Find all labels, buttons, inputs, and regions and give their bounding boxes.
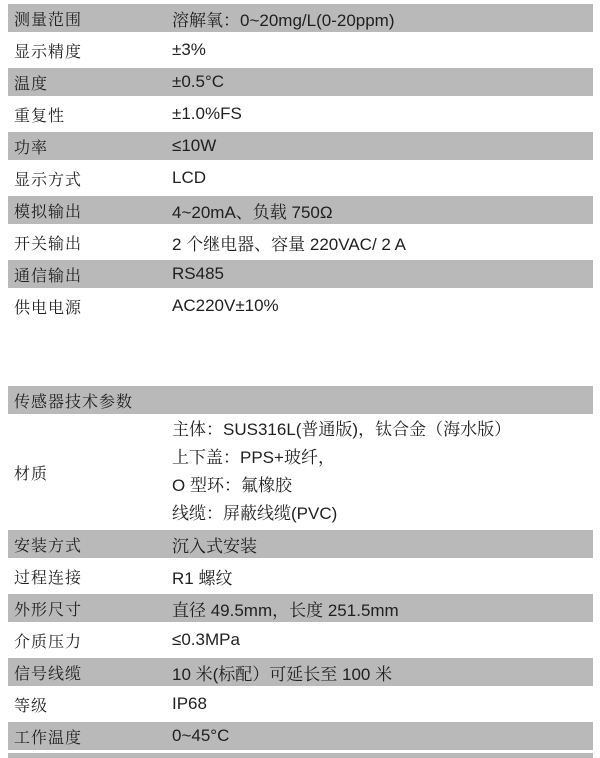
row-value: 沉入式安装 <box>172 536 257 556</box>
row-value: ≤0.3MPa <box>172 630 240 649</box>
material-row <box>8 416 593 528</box>
spec-row <box>8 688 593 720</box>
row-value: 溶解氧：0~20mg/L(0-20ppm) <box>172 10 395 30</box>
sensor-spec-table <box>8 384 593 758</box>
row-value: R1 螺纹 <box>172 568 233 588</box>
row-label: 外形尺寸 <box>14 601 83 619</box>
section-header <box>8 384 593 416</box>
spec-row <box>8 656 593 688</box>
spec-row <box>8 528 593 560</box>
row-label: 供电电源 <box>14 299 83 317</box>
spec-row <box>8 66 593 98</box>
row-label: 材质 <box>14 465 49 483</box>
row-label: 过程连接 <box>14 569 83 587</box>
bottom-partial-row <box>8 753 593 758</box>
row-value: ≤10W <box>172 136 217 155</box>
instrument-spec-table <box>8 2 593 322</box>
spec-row <box>8 592 593 624</box>
row-label: 模拟输出 <box>14 203 83 221</box>
row-value: 0~45°C <box>172 726 230 745</box>
row-value: RS485 <box>172 264 224 283</box>
row-label: 测量范围 <box>14 11 83 29</box>
section-title: 传感器技术参数 <box>14 393 134 411</box>
material-line: 上下盖：PPS+玻纤， <box>172 448 335 467</box>
spec-row <box>8 290 593 322</box>
row-label: 功率 <box>14 139 49 157</box>
row-value: ±1.0%FS <box>172 104 242 123</box>
row-value: 2 个继电器、容量 220VAC/ 2 A <box>172 234 406 254</box>
row-value: 直径 49.5mm，长度 251.5mm <box>172 600 399 620</box>
spec-row <box>8 258 593 290</box>
spec-row <box>8 162 593 194</box>
spec-row <box>8 2 593 34</box>
section-gap <box>8 322 593 384</box>
row-label: 温度 <box>14 75 49 93</box>
spec-row <box>8 560 593 592</box>
spec-row <box>8 624 593 656</box>
material-line: O 型环：氟橡胶 <box>172 476 292 495</box>
row-value: ±0.5°C <box>172 72 225 91</box>
row-label: 工作温度 <box>14 729 83 747</box>
row-label: 等级 <box>14 697 49 715</box>
row-value: ±3% <box>172 40 206 59</box>
spec-row <box>8 194 593 226</box>
material-line: 主体：SUS316L(普通版)，钛合金（海水版） <box>172 420 512 439</box>
spec-row <box>8 98 593 130</box>
row-value: 4~20mA、负载 750Ω <box>172 202 333 222</box>
spec-row <box>8 720 593 752</box>
row-value: 10 米(标配）可延长至 100 米 <box>172 664 393 684</box>
row-label: 重复性 <box>14 107 66 125</box>
row-label: 安装方式 <box>14 537 83 555</box>
spec-row <box>8 130 593 162</box>
material-line: 线缆：屏蔽线缆(PVC) <box>172 504 338 523</box>
row-label: 显示方式 <box>14 171 83 189</box>
spec-row <box>8 34 593 66</box>
row-label: 信号线缆 <box>14 665 83 683</box>
row-value: IP68 <box>172 694 207 713</box>
row-value: LCD <box>172 168 207 187</box>
spec-row <box>8 226 593 258</box>
row-value: AC220V±10% <box>172 296 279 315</box>
row-label: 介质压力 <box>14 633 83 651</box>
row-label: 显示精度 <box>14 43 83 61</box>
row-label: 开关输出 <box>14 235 83 253</box>
row-label: 通信输出 <box>14 267 83 285</box>
material-value <box>172 416 511 528</box>
